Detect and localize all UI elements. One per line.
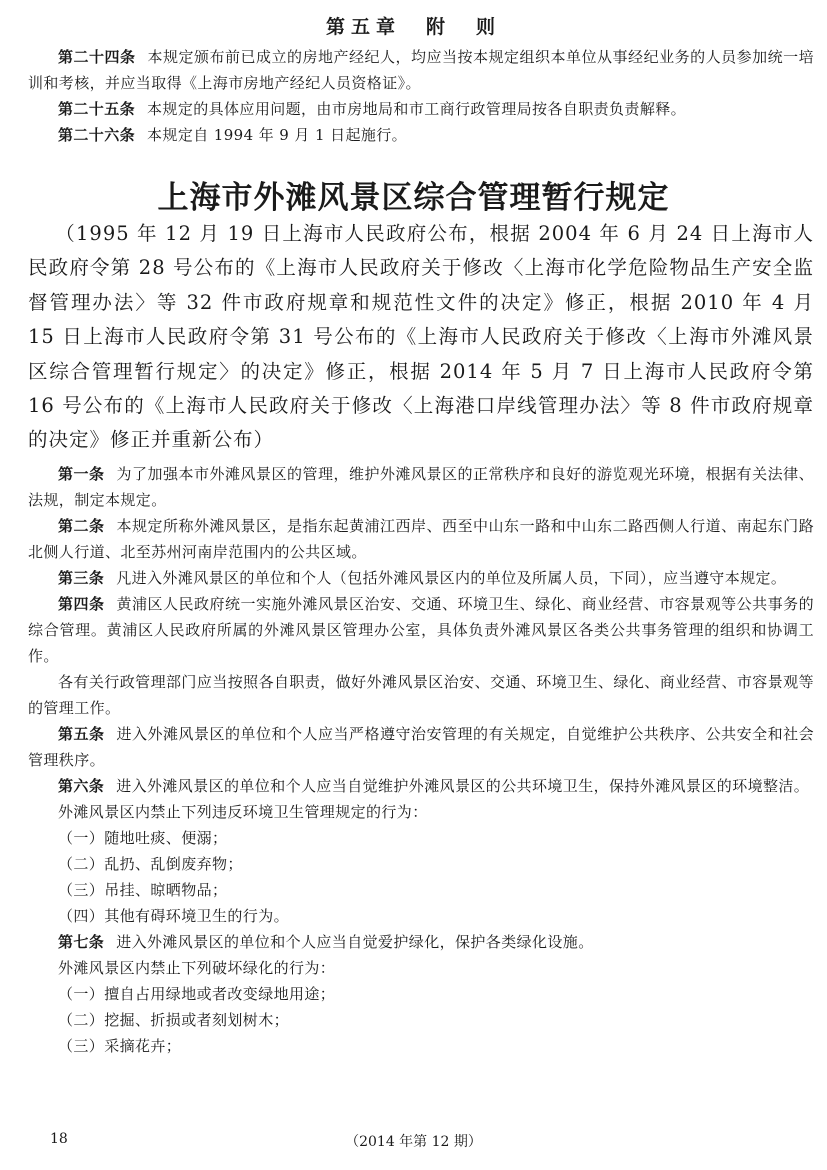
article-text: 各有关行政管理部门应当按照各自职责，做好外滩风景区治安、交通、环境卫生、绿化、商业经营、市容景观等的管理工作。: [28, 673, 814, 717]
list-item: [28, 825, 814, 851]
list-item-text: （一）随地吐痰、便溺；: [58, 829, 228, 847]
article-number: 第四条: [58, 595, 105, 613]
list-item-text: （一）擅自占用绿地或者改变绿地用途；: [58, 985, 336, 1003]
article-number: 第一条: [58, 465, 105, 483]
article-number: 第六条: [58, 777, 105, 795]
article-number: 第二十六条: [58, 126, 136, 144]
article-text: 本规定自 1994 年 9 月 1 日起施行。: [147, 126, 408, 144]
article-text: 本规定所称外滩风景区，是指东起黄浦江西岸、西至中山东一路和中山东二路西侧人行道、南起东门路北侧人行道、北至苏州河南岸范围内的公共区域。: [28, 517, 814, 561]
article-text: 为了加强本市外滩风景区的管理，维护外滩风景区的正常秩序和良好的游览观光环境，根据有关法律、法规，制定本规定。: [28, 465, 814, 509]
article-paragraph: [28, 721, 814, 773]
list-item-text: （三）吊挂、晾晒物品；: [58, 881, 228, 899]
issue-label: （2014 年第 12 期）: [345, 1134, 482, 1150]
article-text: 外滩风景区内禁止下列违反环境卫生管理规定的行为：: [58, 803, 428, 821]
article-paragraph: [28, 955, 814, 981]
article-number: 第二十五条: [58, 100, 136, 118]
article-number: 第三条: [58, 569, 105, 587]
article-paragraph: [28, 669, 814, 721]
article-number: 第七条: [58, 933, 105, 951]
article-number: 第五条: [58, 725, 105, 743]
prelude-articles: [28, 44, 814, 148]
article-paragraph: [28, 591, 814, 669]
chapter-heading: 第五章 附 则: [325, 16, 501, 38]
article-text: 进入外滩风景区的单位和个人应当自觉爱护绿化，保护各类绿化设施。: [116, 933, 594, 951]
article-paragraph: [28, 799, 814, 825]
list-item: [28, 877, 814, 903]
list-item: [28, 903, 814, 929]
list-item: [28, 1033, 814, 1059]
regulation-title: 上海市外滩风景区综合管理暂行规定: [157, 180, 670, 216]
page-number: 18: [50, 1131, 68, 1147]
article-number: 第二条: [58, 517, 105, 535]
regulation-body: [28, 461, 814, 1059]
article-text: 本规定颁布前已成立的房地产经纪人，均应当按本规定组织本单位从事经纪业务的人员参加统一培训和考核，并应当取得《上海市房地产经纪人员资格证》。: [28, 48, 814, 92]
article-paragraph: [28, 929, 814, 955]
article-text: 外滩风景区内禁止下列破坏绿化的行为：: [58, 959, 336, 977]
article-text: 黄浦区人民政府统一实施外滩风景区治安、交通、环境卫生、绿化、商业经营、市容景观等公共事务的综合管理。黄浦区人民政府所属的外滩风景区管理办公室，具体负责外滩风景区各类公共事务管理的组织和协调工作。: [28, 595, 814, 665]
article-text: 进入外滩风景区的单位和个人应当严格遵守治安管理的有关规定，自觉维护公共秩序、公共安全和社会管理秩序。: [28, 725, 814, 769]
article-paragraph: [28, 513, 814, 565]
list-item-text: （二）挖掘、折损或者刻划树木；: [58, 1011, 290, 1029]
list-item: [28, 851, 814, 877]
article-paragraph: [28, 773, 814, 799]
article-paragraph: [28, 44, 814, 96]
list-item: [28, 981, 814, 1007]
article-text: 凡进入外滩风景区的单位和个人（包括外滩风景区内的单位及所属人员，下同），应当遵守本规定。: [116, 569, 787, 587]
article-text: 本规定的具体应用问题，由市房地局和市工商行政管理局按各自职责负责解释。: [147, 100, 687, 118]
article-paragraph: [28, 461, 814, 513]
list-item-text: （二）乱扔、乱倒废弃物；: [58, 855, 243, 873]
article-paragraph: [28, 122, 814, 148]
source-note: （1995 年 12 月 19 日上海市人民政府公布，根据 2004 年 6 月 24 日上海市人民政府令第 28 号公布的《上海市人民政府关于修改〈上海市化学危险物品生产安全监督管理办法〉等 32 件市政府规章和规范性文件的决定》修正，根据 2010 年 4 月 15 日上海市人民政府令第 31 号公布的《上海市人民政府关于修改〈上海市外滩风景区综合管理暂行规定〉的决定》修正，根据 2014 年 5 月 7 日上海市人民政府令第 16 号公布的《上海市人民政府关于修改〈上海港口岸线管理办法〉等 8 件市政府规章的决定》修正并重新公布）: [28, 222, 814, 452]
article-text: 进入外滩风景区的单位和个人应当自觉维护外滩风景区的公共环境卫生，保持外滩风景区的环境整洁。: [116, 777, 810, 795]
article-paragraph: [28, 565, 814, 591]
list-item: [28, 1007, 814, 1033]
list-item-text: （四）其他有碍环境卫生的行为。: [58, 907, 290, 925]
article-number: 第二十四条: [58, 48, 136, 66]
article-paragraph: [28, 96, 814, 122]
list-item-text: （三）采摘花卉；: [58, 1037, 182, 1055]
